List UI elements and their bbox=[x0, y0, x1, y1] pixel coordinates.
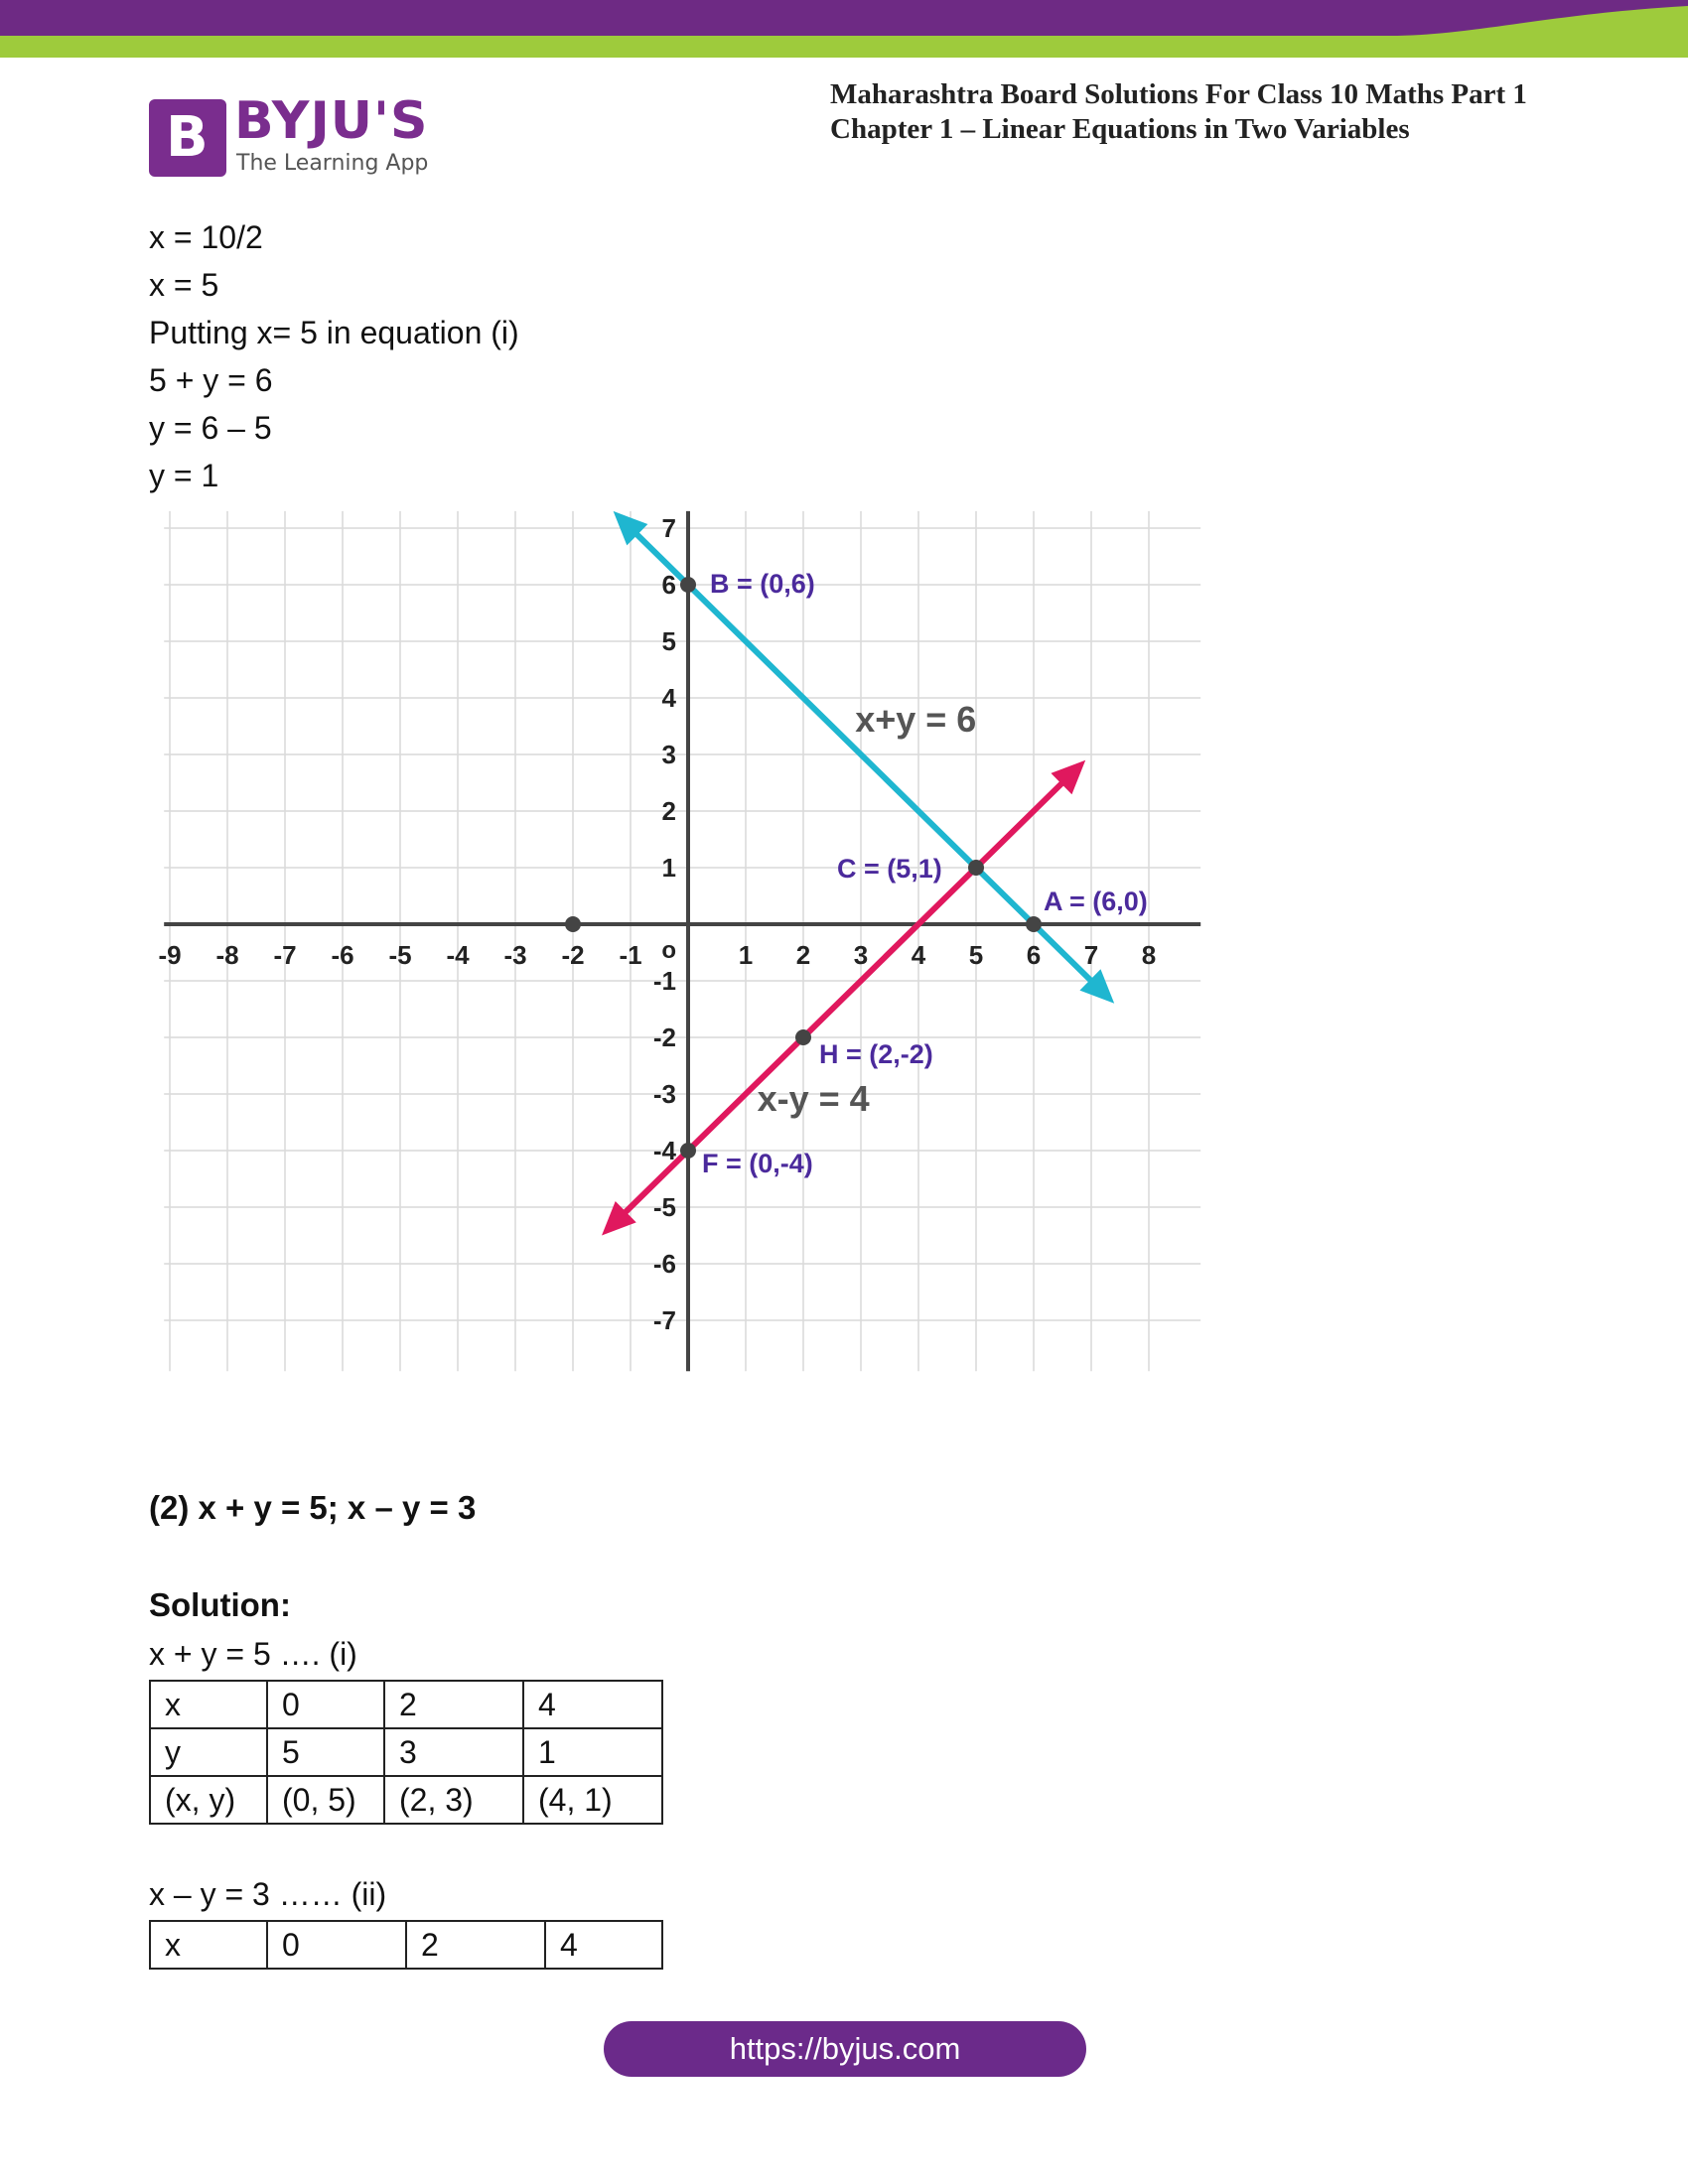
solution-line: 5 + y = 6 bbox=[149, 362, 273, 398]
point-label: A = (6,0) bbox=[1044, 887, 1148, 916]
x-tick-label: 3 bbox=[853, 940, 869, 970]
plotted-point bbox=[795, 1029, 811, 1045]
solution-steps bbox=[149, 213, 519, 499]
y-tick-label: -5 bbox=[652, 1192, 676, 1222]
table-row bbox=[150, 1921, 662, 1969]
x-tick-label: -8 bbox=[215, 940, 239, 970]
header-title-line-1: Maharashtra Board Solutions For Class 10 Maths Part 1 bbox=[830, 78, 1527, 110]
table-cell: x bbox=[150, 1921, 267, 1969]
values-table-2 bbox=[149, 1920, 663, 1970]
table-row bbox=[150, 1776, 662, 1824]
footer-url-link[interactable]: https://byjus.com bbox=[604, 2021, 1086, 2077]
solution-line: x = 10/2 bbox=[149, 219, 263, 255]
x-tick-label: 6 bbox=[1026, 940, 1042, 970]
table-row bbox=[150, 1681, 662, 1728]
plotted-point bbox=[1026, 916, 1042, 932]
x-tick-label: 5 bbox=[968, 940, 984, 970]
logo-mark bbox=[149, 99, 226, 177]
x-tick-label: 2 bbox=[795, 940, 811, 970]
solution-line: x = 5 bbox=[149, 267, 219, 303]
y-tick-label: -2 bbox=[652, 1023, 676, 1052]
table-cell: (x, y) bbox=[150, 1776, 267, 1824]
table-cell: y bbox=[150, 1728, 267, 1776]
solution-line: y = 6 – 5 bbox=[149, 410, 272, 446]
point-label: C = (5,1) bbox=[837, 854, 942, 884]
header-title-line-2: Chapter 1 – Linear Equations in Two Variables bbox=[830, 113, 1410, 145]
table-cell: 2 bbox=[406, 1921, 545, 1969]
x-tick-label: -2 bbox=[561, 940, 585, 970]
table-cell: (2, 3) bbox=[384, 1776, 523, 1824]
plotted-point bbox=[680, 1143, 696, 1159]
table-cell: (0, 5) bbox=[267, 1776, 384, 1824]
table-row bbox=[150, 1728, 662, 1776]
coordinate-graph bbox=[139, 486, 1231, 1449]
y-tick-label: 5 bbox=[661, 626, 676, 656]
x-tick-label: -6 bbox=[331, 940, 354, 970]
logo-letter: B bbox=[166, 105, 209, 170]
table-cell: 4 bbox=[523, 1681, 662, 1728]
plotted-point bbox=[968, 860, 984, 876]
y-tick-label: 2 bbox=[661, 796, 676, 826]
y-tick-label: -4 bbox=[652, 1136, 676, 1165]
table-cell: 4 bbox=[545, 1921, 662, 1969]
y-tick-label: -1 bbox=[652, 966, 676, 996]
x-tick-label: -7 bbox=[273, 940, 297, 970]
y-tick-label: 7 bbox=[661, 513, 676, 543]
solution-line: Putting x= 5 in equation (i) bbox=[149, 315, 519, 350]
y-tick-label: 1 bbox=[661, 853, 676, 883]
x-tick-label: -4 bbox=[446, 940, 470, 970]
x-tick-label: 7 bbox=[1083, 940, 1099, 970]
series-line-1 bbox=[631, 528, 1097, 987]
document-header-title bbox=[830, 77, 1644, 147]
table-cell: x bbox=[150, 1681, 267, 1728]
logo-name: BYJU'S bbox=[234, 91, 429, 151]
table-cell: 0 bbox=[267, 1681, 384, 1728]
x-tick-label: -3 bbox=[503, 940, 527, 970]
byjus-logo bbox=[149, 91, 437, 181]
x-tick-label: 1 bbox=[738, 940, 754, 970]
y-tick-label: 6 bbox=[661, 570, 676, 600]
y-tick-label: -6 bbox=[652, 1249, 676, 1279]
y-tick-label: 3 bbox=[661, 740, 676, 769]
solution-line: y = 1 bbox=[149, 458, 219, 493]
table-cell: 0 bbox=[267, 1921, 406, 1969]
logo-tagline: The Learning App bbox=[236, 151, 429, 176]
table-cell: (4, 1) bbox=[523, 1776, 662, 1824]
point-label: B = (0,6) bbox=[710, 569, 815, 599]
solution-label: Solution: bbox=[149, 1586, 291, 1623]
plotted-point bbox=[565, 916, 581, 932]
table-cell: 1 bbox=[523, 1728, 662, 1776]
origin-label: o bbox=[661, 937, 676, 964]
table-cell: 3 bbox=[384, 1728, 523, 1776]
header-color-band bbox=[0, 0, 1688, 58]
equation-label: x-y = 4 bbox=[757, 1078, 870, 1120]
question-title: (2) x + y = 5; x – y = 3 bbox=[149, 1489, 477, 1526]
x-tick-label: 4 bbox=[911, 940, 926, 970]
equation-label: x+y = 6 bbox=[855, 699, 977, 741]
x-tick-label: -9 bbox=[158, 940, 182, 970]
y-tick-label: -3 bbox=[652, 1079, 676, 1109]
plotted-point bbox=[680, 577, 696, 593]
x-tick-label: -5 bbox=[388, 940, 412, 970]
values-table-1 bbox=[149, 1680, 663, 1825]
y-tick-label: 4 bbox=[661, 683, 676, 713]
x-tick-label: -1 bbox=[619, 940, 642, 970]
table-cell: 5 bbox=[267, 1728, 384, 1776]
y-tick-label: -7 bbox=[652, 1305, 676, 1335]
point-label: H = (2,-2) bbox=[819, 1039, 933, 1069]
equation-1: x + y = 5 …. (i) bbox=[149, 1636, 357, 1672]
equation-2: x – y = 3 …… (ii) bbox=[149, 1876, 387, 1912]
point-label: F = (0,-4) bbox=[702, 1149, 813, 1178]
table-cell: 2 bbox=[384, 1681, 523, 1728]
x-tick-label: 8 bbox=[1141, 940, 1157, 970]
